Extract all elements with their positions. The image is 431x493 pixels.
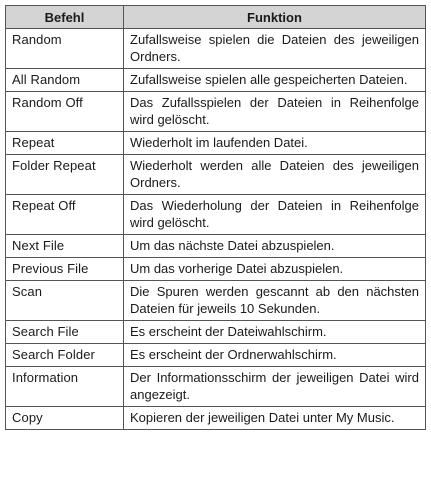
command-cell: Copy [6, 407, 124, 430]
function-cell: Kopieren der jeweiligen Datei unter My Music. [124, 407, 426, 430]
function-cell: Wiederholt im laufenden Datei. [124, 132, 426, 155]
command-cell: Scan [6, 281, 124, 321]
table-header [6, 6, 426, 29]
command-cell: Previous File [6, 258, 124, 281]
table-row [6, 69, 426, 92]
command-cell: All Random [6, 69, 124, 92]
table-row [6, 258, 426, 281]
table-row [6, 321, 426, 344]
function-cell: Die Spuren werden gescannt ab den nächsten Dateien für jeweils 10 Sekunden. [124, 281, 426, 321]
command-table [5, 5, 426, 430]
table-row [6, 92, 426, 132]
table-row [6, 29, 426, 69]
table-row [6, 155, 426, 195]
header-row [6, 6, 426, 29]
command-cell: Random Off [6, 92, 124, 132]
function-cell: Das Wiederholung der Dateien in Reihenfolge wird gelöscht. [124, 195, 426, 235]
table-row [6, 344, 426, 367]
function-cell: Um das nächste Datei abzuspielen. [124, 235, 426, 258]
command-cell: Repeat Off [6, 195, 124, 235]
table-body [6, 29, 426, 430]
function-cell: Es erscheint der Dateiwahlschirm. [124, 321, 426, 344]
function-cell: Um das vorherige Datei abzuspielen. [124, 258, 426, 281]
function-cell: Zufallsweise spielen die Dateien des jeweiligen Ordners. [124, 29, 426, 69]
command-cell: Repeat [6, 132, 124, 155]
command-cell: Information [6, 367, 124, 407]
table-row [6, 407, 426, 430]
command-cell: Folder Repeat [6, 155, 124, 195]
table-row [6, 195, 426, 235]
function-cell: Zufallsweise spielen alle gespeicherten Dateien. [124, 69, 426, 92]
command-cell: Random [6, 29, 124, 69]
function-cell: Wiederholt werden alle Dateien des jeweiligen Ordners. [124, 155, 426, 195]
function-cell: Das Zufallsspielen der Dateien in Reihenfolge wird gelöscht. [124, 92, 426, 132]
command-cell: Search File [6, 321, 124, 344]
function-cell: Der Informationsschirm der jeweiligen Datei wird angezeigt. [124, 367, 426, 407]
command-cell: Search Folder [6, 344, 124, 367]
command-cell: Next File [6, 235, 124, 258]
table-row [6, 281, 426, 321]
header-funktion: Funktion [124, 6, 426, 29]
function-cell: Es erscheint der Ordnerwahlschirm. [124, 344, 426, 367]
table-row [6, 132, 426, 155]
header-befehl: Befehl [6, 6, 124, 29]
table-row [6, 235, 426, 258]
table-row [6, 367, 426, 407]
